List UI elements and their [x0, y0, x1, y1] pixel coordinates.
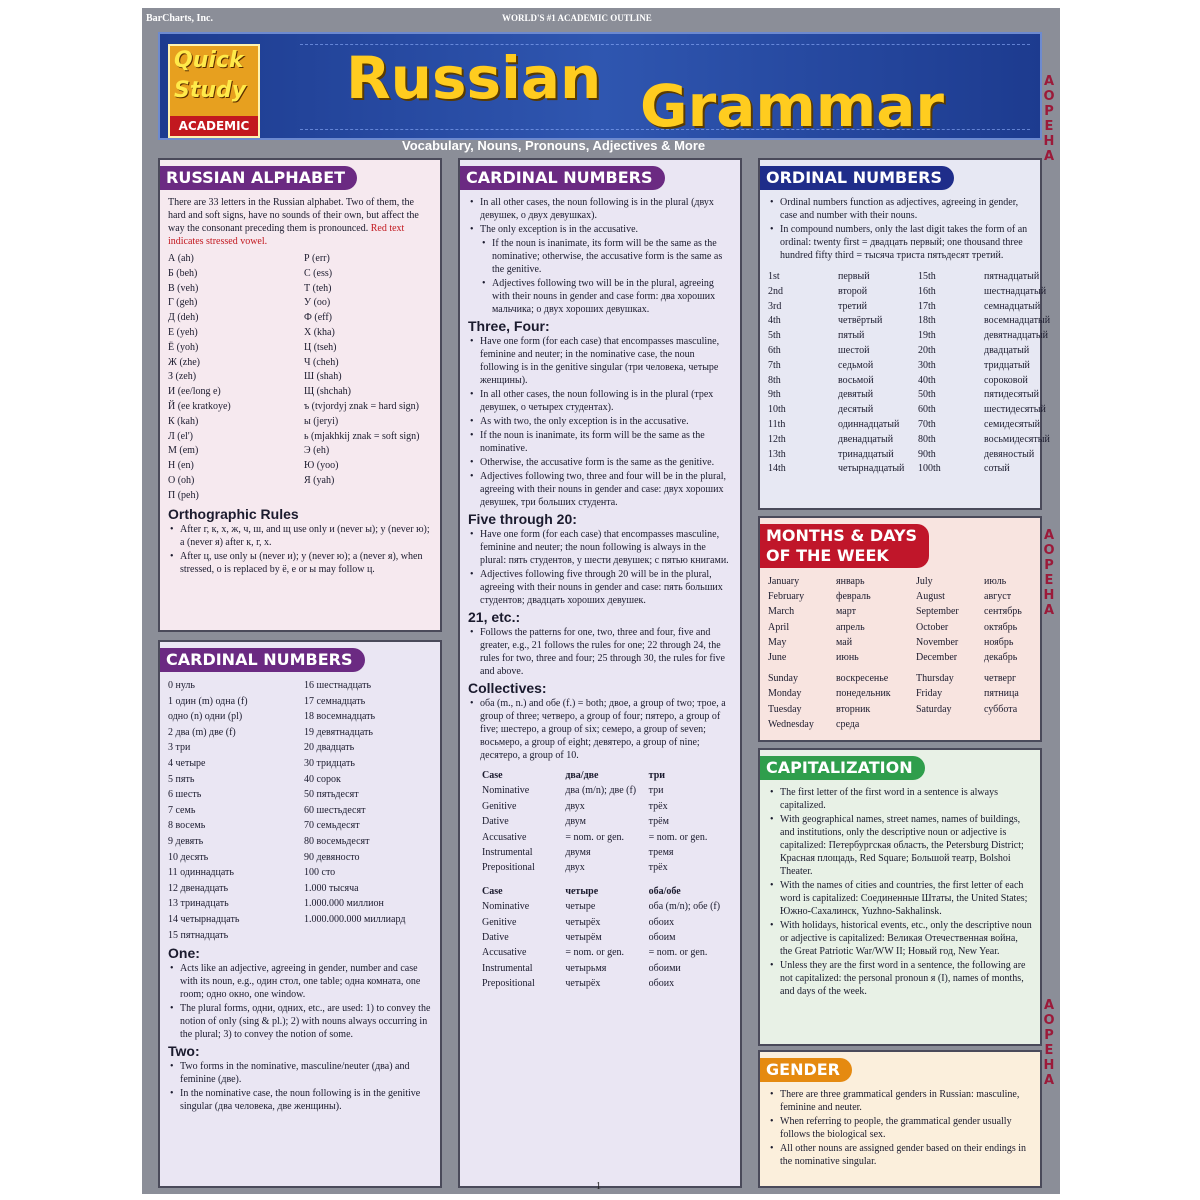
five-item: • Adjectives following five through 20 will be in the plural, agreeing with their nouns in gender and case: пять больших студентов; двадцать хороших девушек.	[468, 568, 732, 607]
table-cell: двумя	[565, 847, 591, 859]
cardinal-item: 14 четырнадцать	[168, 913, 240, 925]
month-cell: май	[836, 636, 853, 648]
table-cell: трёх	[648, 862, 668, 874]
ordinal-panel	[758, 158, 1051, 510]
ordinal-cell: тринадцатый	[838, 448, 894, 460]
ordinal-cell: 2nd	[768, 285, 783, 297]
alpha-letter: А (ah)	[168, 253, 194, 264]
table-cell: Instrumental	[482, 962, 533, 974]
title-part1: Russian	[346, 44, 602, 112]
ordinal-cell: 30th	[918, 359, 936, 371]
months-panel	[758, 516, 1042, 742]
cardinal-item: 60 шестьдесят	[304, 804, 366, 816]
day-cell: вторник	[836, 703, 871, 715]
table-cell: Genitive	[482, 800, 517, 812]
collectives-list	[468, 697, 732, 762]
month-cell: May	[768, 636, 787, 648]
cardinal-item: 7 семь	[168, 804, 196, 816]
alpha-letter: Х (kha)	[304, 326, 335, 338]
quickstudy-logo	[168, 44, 260, 138]
five-title: Five through 20:	[468, 511, 577, 527]
day-cell: Wednesday	[768, 718, 814, 730]
alpha-letter: Ю (yoo)	[304, 460, 339, 472]
side-label-2: А О Р Е Н А	[1043, 528, 1055, 618]
alpha-letter: С (ess)	[304, 267, 333, 279]
month-cell: October	[916, 621, 949, 633]
alpha-letter: Ч (cheh)	[304, 356, 339, 368]
month-cell: июнь	[836, 652, 859, 664]
ordinal-cell: 17th	[918, 300, 936, 312]
table-header-cell: два/две	[565, 770, 599, 781]
cardinal-left-header: CARDINAL NUMBERS	[160, 648, 365, 672]
table-cell: = nom. or gen.	[648, 831, 708, 843]
ordinal-cell: 14th	[768, 463, 786, 475]
cardinal-item: 2 два (m) две (f)	[168, 726, 236, 738]
cardinal-item: 17 семнадцать	[304, 695, 366, 707]
ordinal-cell: 40th	[918, 374, 936, 386]
logo-line2: Study	[174, 78, 247, 103]
two-item: • In the nominative case, the noun following is in the genitive singular (два человека, две женщины).	[168, 1087, 432, 1113]
three-title: Three, Four:	[468, 318, 550, 334]
alpha-letter: И (ee/long e)	[168, 386, 221, 398]
alpha-letter: Й (ee kratkoye)	[168, 400, 231, 412]
ordinal-cell: шестнадцатый	[984, 285, 1047, 297]
table-cell: четырём	[565, 932, 602, 944]
cardinal-item: 20 двадцать	[304, 742, 355, 754]
alpha-letter: Т (teh)	[304, 282, 332, 294]
table-header-cell: три	[648, 770, 666, 781]
ordinal-notes	[768, 196, 1032, 262]
cardinal-item: 70 семьдесят	[304, 820, 360, 832]
table-cell: обоим	[648, 932, 676, 944]
table-cell: Prepositional	[482, 978, 535, 990]
alpha-letter: Я (yah)	[304, 474, 335, 486]
table-cell: обоих	[648, 978, 675, 990]
table-cell: четыре	[565, 901, 596, 913]
collectives-item: • оба (m., n.) and обе (f.) = both; двое, a group of two; трое, a group of three; четверо, a group of four; пятеро, a group of five; шестеро, a group of six; семеро, a group of seven; восьмеро, a group of eight; девятеро, a group of nine; десятеро, a group of 10.	[468, 697, 732, 762]
ordinal-cell: 8th	[768, 374, 781, 386]
alpha-letter: Г (geh)	[168, 297, 198, 309]
ordinal-cell: восемнадцатый	[984, 315, 1051, 327]
alpha-letter: Ж (zhe)	[168, 356, 200, 368]
capitalization-item: • With holidays, historical events, etc., only the descriptive noun or adjective is capitalized: Великая Отечественная война, the Great Patriotic War/WW II; Новый год, New Year.	[768, 919, 1032, 958]
cardinal-item: 40 сорок	[304, 773, 341, 785]
cardinal-mid-header: CARDINAL NUMBERS	[460, 166, 665, 190]
ordinal-cell: 100th	[918, 463, 941, 475]
cardinal-item: 90 девяносто	[304, 851, 360, 863]
three-list	[468, 335, 732, 509]
ortho-title: Orthographic Rules	[168, 505, 299, 522]
ordinal-cell: тридцатый	[984, 359, 1030, 371]
three-item: • Have one form (for each case) that encompasses masculine, feminine and neuter; in the nominative case, the noun following is in the genitive singular (три человека, четыре женщины).	[468, 335, 732, 387]
alpha-letter: Л (el')	[168, 430, 193, 442]
ordinal-cell: 50th	[918, 389, 936, 401]
cardinal-item: 1.000 тысяча	[304, 882, 359, 894]
capitalization-item: • Unless they are the first word in a sentence, the following are not capitalized: the personal pronoun я (I), names of months, and days of the week.	[768, 959, 1032, 998]
table-header-cell: Case	[482, 770, 503, 781]
three-item: • If the noun is inanimate, its form will be the same as the nominative.	[468, 429, 732, 455]
month-cell: декабрь	[984, 652, 1018, 664]
title-part2: Grammar	[640, 72, 944, 140]
table-header-cell: оба/обе	[648, 885, 681, 897]
month-cell: август	[984, 591, 1012, 603]
months-header-line2: OF THE WEEK	[766, 546, 889, 565]
alpha-letter: Ц (tseh)	[304, 341, 337, 353]
capitalization-item: • With geographical names, street names, names of buildings, and institutions, only the descriptive noun or adjective is capitalized: Петербургская область, the Petersburg District; Красная площадь, Red Square; Большой театр, Bolshoi Theater.	[768, 813, 1032, 878]
table-cell: Dative	[482, 816, 509, 828]
table-cell: Nominative	[482, 901, 530, 913]
ordinal-cell: 20th	[918, 344, 936, 356]
cardinal-left-numbers	[168, 678, 432, 943]
alphabet-intro-red: Red text indicates stressed vowel.	[168, 223, 405, 247]
ordinal-cell: 12th	[768, 433, 786, 445]
table-cell: Dative	[482, 932, 509, 944]
cardinal-item: 19 девятнадцать	[304, 726, 373, 738]
month-cell: январь	[836, 576, 865, 587]
table-cell: три	[648, 785, 664, 797]
month-cell: August	[916, 591, 945, 603]
alpha-letter: М (em)	[168, 445, 199, 457]
ordinal-table	[768, 270, 1051, 477]
days-table	[768, 671, 1032, 732]
ordinal-cell: третий	[838, 300, 868, 312]
cardinal-item: 11 одиннадцать	[168, 867, 234, 879]
table-cell: Accusative	[482, 831, 527, 843]
ordinal-cell: десятый	[838, 404, 874, 416]
alpha-letter: Б (beh)	[168, 267, 198, 279]
alpha-letter: П (peh)	[168, 489, 199, 501]
table-cell: трём	[648, 816, 669, 828]
capitalization-header: CAPITALIZATION	[760, 756, 925, 780]
alpha-letter: Э (eh)	[304, 445, 330, 457]
one-item: • The plural forms, одни, одних, etc., are used: 1) to convey the notion of only (sing & pl.); 2) with nouns always occurring in the plural; 3) to convey the notion of some.	[168, 1002, 432, 1041]
day-cell: Friday	[916, 688, 943, 700]
cardinal-item: 16 шестнадцать	[304, 680, 372, 691]
gender-item: • All other nouns are assigned gender based on their endings in the nominative singular.	[768, 1142, 1032, 1168]
ordinal-cell: пятнадцатый	[984, 271, 1040, 282]
ordinal-cell: 90th	[918, 448, 936, 460]
ordinal-cell: двадцатый	[984, 344, 1030, 356]
day-cell: Monday	[768, 688, 802, 700]
collectives-title: Collectives:	[468, 680, 547, 696]
alpha-letter: К (kah)	[168, 415, 199, 427]
ordinal-cell: 80th	[918, 433, 936, 445]
ordinal-cell: 16th	[918, 285, 936, 297]
logo-line3: ACADEMIC	[170, 116, 258, 136]
ordinal-cell: шестой	[838, 344, 870, 356]
cardinal-item: 100 сто	[304, 867, 336, 879]
alpha-letter: Щ (shchah)	[304, 386, 352, 398]
ordinal-cell: первый	[838, 271, 870, 282]
day-cell: среда	[836, 718, 860, 730]
ordinal-cell: четвёртый	[838, 315, 883, 327]
subtitle: Vocabulary, Nouns, Pronouns, Adjectives & More	[402, 138, 706, 153]
alpha-letter: Ш (shah)	[304, 371, 342, 383]
two-title: Two:	[168, 1043, 200, 1060]
ordinal-cell: восьмидесятый	[984, 433, 1050, 445]
alpha-letter: У (oo)	[304, 297, 331, 309]
one-list	[168, 962, 432, 1041]
three-item: • As with two, the only exception is in the accusative.	[468, 415, 732, 428]
ordinal-cell: пятый	[838, 330, 865, 342]
cardinal-item: 30 тридцать	[304, 757, 355, 769]
month-cell: июль	[984, 576, 1007, 587]
capitalization-item: • With the names of cities and countries, the first letter of each word is capitalized: Соединенные Штаты, the United States; Южно-Сахалинск, Yuzhno-Sakhalinsk.	[768, 879, 1032, 918]
ordinal-cell: четырнадцатый	[838, 463, 905, 475]
ordinal-cell: 70th	[918, 418, 936, 430]
ordinal-cell: 3rd	[768, 300, 782, 312]
two-item: • Two forms in the nominative, masculine/neuter (два) and feminine (две).	[168, 1060, 432, 1086]
table-cell: Nominative	[482, 785, 530, 797]
day-cell	[984, 717, 1032, 732]
ordinal-cell: 10th	[768, 404, 786, 416]
ordinal-cell: девятый	[838, 389, 874, 401]
cardinal-item: 3 три	[168, 742, 191, 754]
table-cell: четырёх	[565, 916, 601, 928]
ordinal-cell: одиннадцатый	[838, 418, 900, 430]
cardinal-item: 1.000.000.000 миллиард	[304, 913, 406, 925]
intro-item: • If the noun is inanimate, its form will be the same as the nominative; otherwise, the accusative form is the same as the genitive.	[480, 237, 732, 276]
ordinal-cell: 60th	[918, 404, 936, 416]
cardinal-col1	[168, 678, 296, 943]
month-cell: July	[916, 576, 933, 587]
three-item: • Adjectives following two, three and four will be in the plural, agreeing with their nouns in gender and case: двух хороших девушек, три больших студента.	[468, 470, 732, 509]
twentyone-list	[468, 626, 732, 678]
table-cell: Genitive	[482, 916, 517, 928]
table-cell: четырёх	[565, 978, 601, 990]
side-label-1: А О Р Е Н А	[1043, 74, 1055, 164]
cardinal-item: 15 пятнадцать	[168, 929, 229, 941]
day-cell: Saturday	[916, 703, 952, 715]
month-cell: April	[768, 621, 790, 633]
alpha-letter: О (oh)	[168, 474, 195, 486]
three-item: • In all other cases, the noun following is in the plural (трех девушек, о четырех студентах).	[468, 388, 732, 414]
table-cell: = nom. or gen.	[565, 947, 625, 959]
ordinal-cell: восьмой	[838, 374, 874, 386]
ordinal-cell: 7th	[768, 359, 781, 371]
months-header	[760, 524, 929, 568]
cardinal-item: одно (n) одни (pl)	[168, 711, 243, 723]
table-cell: обоих	[648, 916, 675, 928]
table-cell: двух	[565, 862, 585, 874]
ordinal-cell: 19th	[918, 330, 936, 342]
table-header-cell: четыре	[565, 885, 599, 897]
alphabet-intro	[168, 196, 432, 248]
table-cell: Accusative	[482, 947, 527, 959]
table-cell: = nom. or gen.	[648, 947, 708, 959]
cardinal-item: 1.000.000 миллион	[304, 898, 384, 910]
intro-item: • The only exception is in the accusative.	[468, 223, 732, 236]
cardinal-left-panel	[158, 640, 442, 1188]
table-cell: оба (m/n); обе (f)	[648, 901, 721, 913]
ordinal-cell: девяностый	[984, 448, 1035, 460]
two-list	[168, 1060, 432, 1113]
ordinal-cell: 18th	[918, 315, 936, 327]
day-cell: суббота	[984, 703, 1018, 715]
month-cell: March	[768, 606, 795, 618]
alpha-letter: З (zeh)	[168, 371, 197, 383]
alpha-letter: Н (en)	[168, 460, 194, 472]
laminated-sheet	[142, 8, 1060, 1194]
cardinal-item: 80 восемьдесят	[304, 835, 370, 847]
ordinal-cell: седьмой	[838, 359, 874, 371]
gender-item: • When referring to people, the grammatical gender usually follows the biological sex.	[768, 1115, 1032, 1141]
ordinal-header: ORDINAL NUMBERS	[760, 166, 954, 190]
five-list	[468, 528, 732, 607]
months-table	[768, 574, 1032, 665]
logo-line1: Quick	[174, 48, 244, 73]
gender-panel	[758, 1050, 1042, 1188]
alpha-letter: ъ (tvjordyj znak = hard sign)	[304, 400, 419, 412]
gender-header: GENDER	[760, 1058, 852, 1082]
alpha-letter: ь (mjakhkij znak = soft sign)	[304, 430, 420, 442]
top-line	[142, 8, 1060, 30]
month-cell: November	[916, 636, 959, 648]
ortho-list	[168, 523, 432, 576]
day-cell: Thursday	[916, 673, 954, 685]
month-cell: ноябрь	[984, 636, 1014, 648]
ordinal-cell: 11th	[768, 418, 786, 430]
ordinal-cell: семнадцатый	[984, 300, 1041, 312]
page-number: 1	[596, 1181, 601, 1192]
alpha-letter: Д (deh)	[168, 312, 199, 324]
cardinal-item: 8 восемь	[168, 820, 206, 832]
month-cell: март	[836, 606, 856, 618]
gender-list	[768, 1088, 1032, 1168]
alphabet-col1	[168, 252, 296, 504]
cardinal-item: 13 тринадцать	[168, 898, 229, 910]
month-cell: сентябрь	[984, 606, 1022, 618]
months-header-line1: MONTHS & DAYS	[766, 526, 918, 545]
alphabet-intro-text: There are 33 letters in the Russian alphabet. Two of them, the hard and soft signs, have no sounds of their own, but affect the way the consonant preceding them is pronounced.	[168, 197, 419, 234]
ordinal-cell: семидесятый	[984, 418, 1040, 430]
cardinal-item: 5 пять	[168, 773, 195, 785]
title-banner	[158, 32, 1042, 140]
capitalization-item: • The first letter of the first word in a sentence is always capitalized.	[768, 786, 1032, 812]
ordinal-note: • In compound numbers, only the last digit takes the form of an ordinal: twenty first = двадцать первый; one thousand three hundred fifty third = тысяча триста пятьдесят третий.	[768, 223, 1032, 262]
day-cell: понедельник	[836, 688, 891, 700]
month-cell: апрель	[836, 621, 865, 633]
ordinal-note: • Ordinal numbers function as adjectives, agreeing in gender, case and number with their nouns.	[768, 196, 1032, 222]
publisher: BarCharts, Inc.	[146, 13, 213, 24]
table-cell: тремя	[648, 847, 674, 859]
month-cell: октябрь	[984, 621, 1018, 633]
outline-label: WORLD'S #1 ACADEMIC OUTLINE	[502, 13, 652, 23]
side-label-3: А О Р Е Н А	[1043, 998, 1055, 1088]
declension-table-1	[468, 768, 732, 876]
ordinal-cell: 4th	[768, 315, 781, 327]
alpha-letter: ы (jeryi)	[304, 415, 339, 427]
day-cell: четверг	[984, 673, 1017, 685]
alphabet-panel	[158, 158, 442, 632]
twentyone-item: • Follows the patterns for one, two, three and four, five and greater, e.g., 21 follows the rules for one; 22 through 24, the rules for two, three and four; 25 through 30, the rules for five and above.	[468, 626, 732, 678]
one-title: One:	[168, 945, 200, 962]
day-cell: пятница	[984, 688, 1019, 700]
table-cell: четырьмя	[565, 962, 607, 974]
ordinal-cell: 1st	[768, 271, 780, 282]
ortho-item: • After г, к, х, ж, ч, ш, and щ use only и (never ы); у (never ю); а (never я) after к, г, х.	[168, 523, 432, 549]
alpha-letter: Е (yeh)	[168, 326, 198, 338]
day-cell	[916, 717, 984, 732]
table-cell: двух	[565, 800, 585, 812]
ordinal-cell: 9th	[768, 389, 781, 401]
cardinal-item: 6 шесть	[168, 789, 202, 801]
table-header-cell: Case	[482, 885, 503, 897]
cardinal-item: 1 один (m) одна (f)	[168, 695, 248, 707]
table-cell: = nom. or gen.	[565, 831, 625, 843]
cardinal-mid-intro	[468, 196, 732, 316]
month-cell: December	[916, 652, 958, 664]
declension-table-2	[468, 884, 732, 992]
capitalization-list	[768, 786, 1032, 998]
alphabet-letters	[168, 252, 432, 504]
alpha-letter: Ф (eff)	[304, 312, 332, 324]
three-item: • Otherwise, the accusative form is the same as the genitive.	[468, 456, 732, 469]
ordinal-cell: пятидесятый	[984, 389, 1039, 401]
cardinal-item: 12 двенадцать	[168, 882, 229, 894]
ordinal-cell: шестидесятый	[984, 404, 1046, 416]
ordinal-cell: двенадцатый	[838, 433, 894, 445]
one-item: • Acts like an adjective, agreeing in gender, number and case with its noun, e.g., один стол, one table; одна комната, one room; одно окно, one window.	[168, 962, 432, 1001]
cardinal-item: 9 девять	[168, 835, 204, 847]
intro-item: • Adjectives following two will be in the plural, agreeing with their nouns in gender and case form: два хороших мальчика; о двух хороших девушках.	[480, 277, 732, 316]
alphabet-col2	[304, 252, 432, 504]
month-cell: January	[768, 576, 800, 587]
ordinal-cell: второй	[838, 285, 868, 297]
cardinal-mid-panel	[458, 158, 742, 1188]
ortho-item: • After ц, use only ы (never и); у (never ю); а (never я), when stressed, о is replaced by ё, е or ы may follow ц.	[168, 550, 432, 576]
gender-item: • There are three grammatical genders in Russian: masculine, feminine and neuter.	[768, 1088, 1032, 1114]
ordinal-cell: сороковой	[984, 374, 1028, 386]
ordinal-cell: 13th	[768, 448, 786, 460]
cardinal-item: 0 нуль	[168, 680, 195, 691]
five-item: • Have one form (for each case) that encompasses masculine, feminine and neuter; the noun following is always in the plural: пять студентов, у шести девушек; с пятью книгами.	[468, 528, 732, 567]
month-cell: February	[768, 591, 805, 603]
table-cell: Prepositional	[482, 862, 535, 874]
day-cell: Tuesday	[768, 703, 802, 715]
ordinal-cell: девятнадцатый	[984, 330, 1048, 342]
cardinal-item: 50 пятьдесят	[304, 789, 359, 801]
ordinal-cell: сотый	[984, 463, 1010, 475]
alpha-letter: В (veh)	[168, 282, 199, 294]
alpha-letter: Ё (yoh)	[168, 341, 199, 353]
day-cell: Sunday	[768, 673, 798, 685]
ordinal-cell: 6th	[768, 344, 781, 356]
month-cell: June	[768, 652, 787, 664]
table-cell: обоими	[648, 962, 681, 974]
table-cell: трёх	[648, 800, 668, 812]
intro-item: • In all other cases, the noun following is in the plural (двух девушек, о двух девушках).	[468, 196, 732, 222]
table-cell: двум	[565, 816, 586, 828]
day-cell: воскресенье	[836, 673, 889, 685]
cardinal-item: 4 четыре	[168, 757, 206, 769]
month-cell: февраль	[836, 591, 871, 603]
alphabet-header: RUSSIAN ALPHABET	[160, 166, 357, 190]
ordinal-cell: 15th	[918, 271, 936, 282]
cardinal-col2	[304, 678, 432, 943]
ordinal-cell: 5th	[768, 330, 781, 342]
table-cell: два (m/n); две (f)	[565, 785, 637, 797]
capitalization-panel	[758, 748, 1042, 1046]
alpha-letter: Р (err)	[304, 253, 330, 264]
cardinal-item: 10 десять	[168, 851, 209, 863]
table-cell: Instrumental	[482, 847, 533, 859]
cardinal-item: 18 восемнадцать	[304, 711, 376, 723]
month-cell: September	[916, 606, 959, 618]
twentyone-title: 21, etc.:	[468, 609, 521, 625]
